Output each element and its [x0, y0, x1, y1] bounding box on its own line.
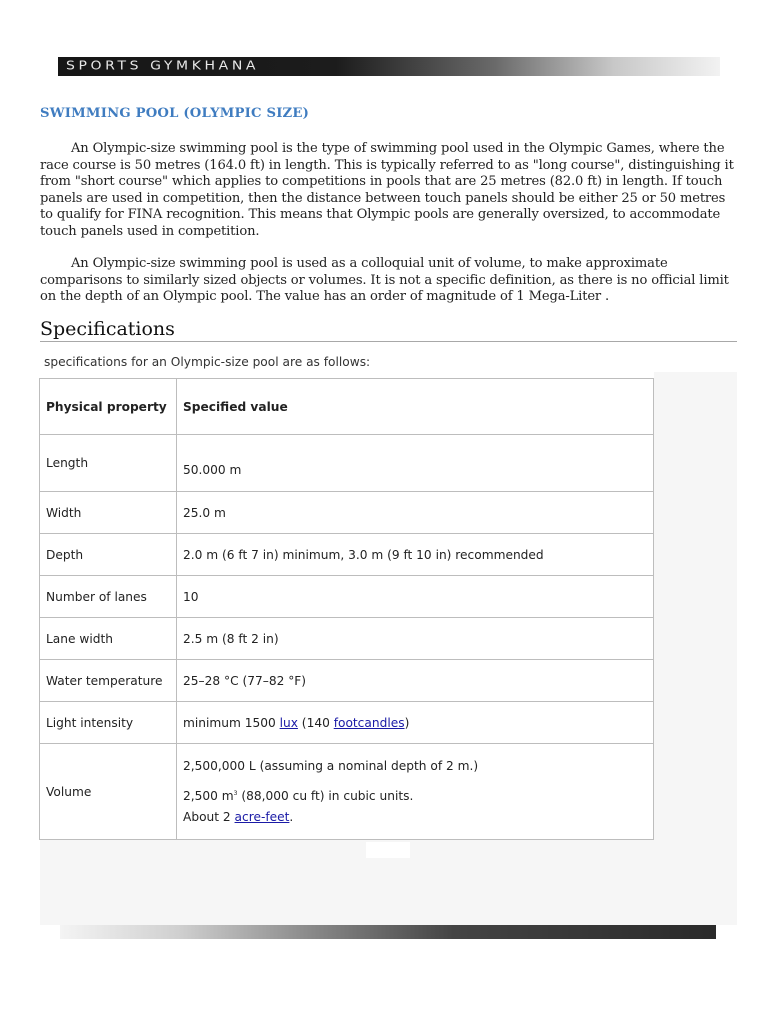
volume-line-acre-feet: [183, 810, 647, 824]
specifications-heading: Specifications: [40, 318, 175, 340]
footcandles-link[interactable]: footcandles: [333, 715, 405, 730]
table-row: [40, 702, 654, 744]
lux-link[interactable]: lux: [279, 715, 298, 730]
row-label-width: Width: [40, 492, 177, 534]
row-label-length: Length: [40, 435, 177, 492]
specifications-intro: specifications for an Olympic-size pool are as follows:: [44, 355, 371, 369]
row-value-length: 50.000 m: [177, 435, 654, 492]
heading-divider: [40, 341, 737, 342]
acre-feet-link[interactable]: acre-feet: [234, 809, 290, 824]
shade-gap: [366, 842, 410, 858]
article-title: SWIMMING POOL (OLYMPIC SIZE): [40, 106, 310, 121]
row-label-volume: Volume: [40, 744, 177, 840]
specifications-table: [39, 378, 654, 840]
table-row: [40, 618, 654, 660]
volume-cubic-value: 2,500 m: [183, 789, 234, 804]
volume-cubic-rest: (88,000 cu ft) in cubic units.: [237, 789, 414, 804]
table-row: [40, 576, 654, 618]
banner-title: SPORTS GYMKHANA: [66, 58, 260, 74]
column-header-value: Specified value: [177, 379, 654, 435]
paragraph-volume: An Olympic-size swimming pool is used as a colloquial unit of volume, to make approximate comparisons to similarly sized objects or volumes. It is not a specific definition, as there is no official limit on the depth of an Olympic pool. The value has an order of magnitude of 1 Mega-Liter .: [40, 256, 729, 305]
light-suffix: ): [404, 715, 410, 730]
volume-line-cubic: [183, 787, 647, 803]
row-label-lane-width: Lane width: [40, 618, 177, 660]
row-value-light-intensity: [177, 702, 654, 744]
row-value-water-temperature: 25–28 °C (77–82 °F): [177, 660, 654, 702]
table-row: [40, 744, 654, 840]
table-header-row: [40, 379, 654, 435]
row-value-volume: [177, 744, 654, 840]
acre-prefix: About 2: [183, 809, 235, 824]
row-label-lanes: Number of lanes: [40, 576, 177, 618]
row-value-lane-width: 2.5 m (8 ft 2 in): [177, 618, 654, 660]
row-label-water-temperature: Water temperature: [40, 660, 177, 702]
table-row: [40, 435, 654, 492]
cubic-superscript: 3: [233, 790, 238, 798]
row-value-depth: 2.0 m (6 ft 7 in) minimum, 3.0 m (9 ft 10 in) recommended: [177, 534, 654, 576]
table-row: [40, 492, 654, 534]
table-row: [40, 534, 654, 576]
row-label-light-intensity: Light intensity: [40, 702, 177, 744]
footer-gradient-bar: [60, 925, 716, 939]
table-side-shade: [654, 372, 737, 842]
row-value-width: 25.0 m: [177, 492, 654, 534]
light-middle: (140: [297, 715, 334, 730]
volume-line-liters: 2,500,000 L (assuming a nominal depth of 2 m.): [183, 759, 479, 774]
row-label-depth: Depth: [40, 534, 177, 576]
table-row: [40, 660, 654, 702]
acre-suffix: .: [289, 809, 294, 824]
paragraph-intro: An Olympic-size swimming pool is the type of swimming pool used in the Olympic Games, where the race course is 50 metres (164.0 ft) in length. This is typically referred to as "long course", distinguishing it from "short course" which applies to competitions in pools that are 25 metres (82.0 ft) in length. If touch panels are used in competition, then the distance between touch panels should be either 25 or 50 metres to qualify for FINA recognition. This means that Olympic pools are generally oversized, to accommodate touch panels used in competition.: [40, 141, 734, 239]
row-value-lanes: 10: [177, 576, 654, 618]
column-header-property: Physical property: [40, 379, 177, 435]
light-prefix: minimum 1500: [183, 715, 280, 730]
header-banner: [58, 57, 720, 76]
